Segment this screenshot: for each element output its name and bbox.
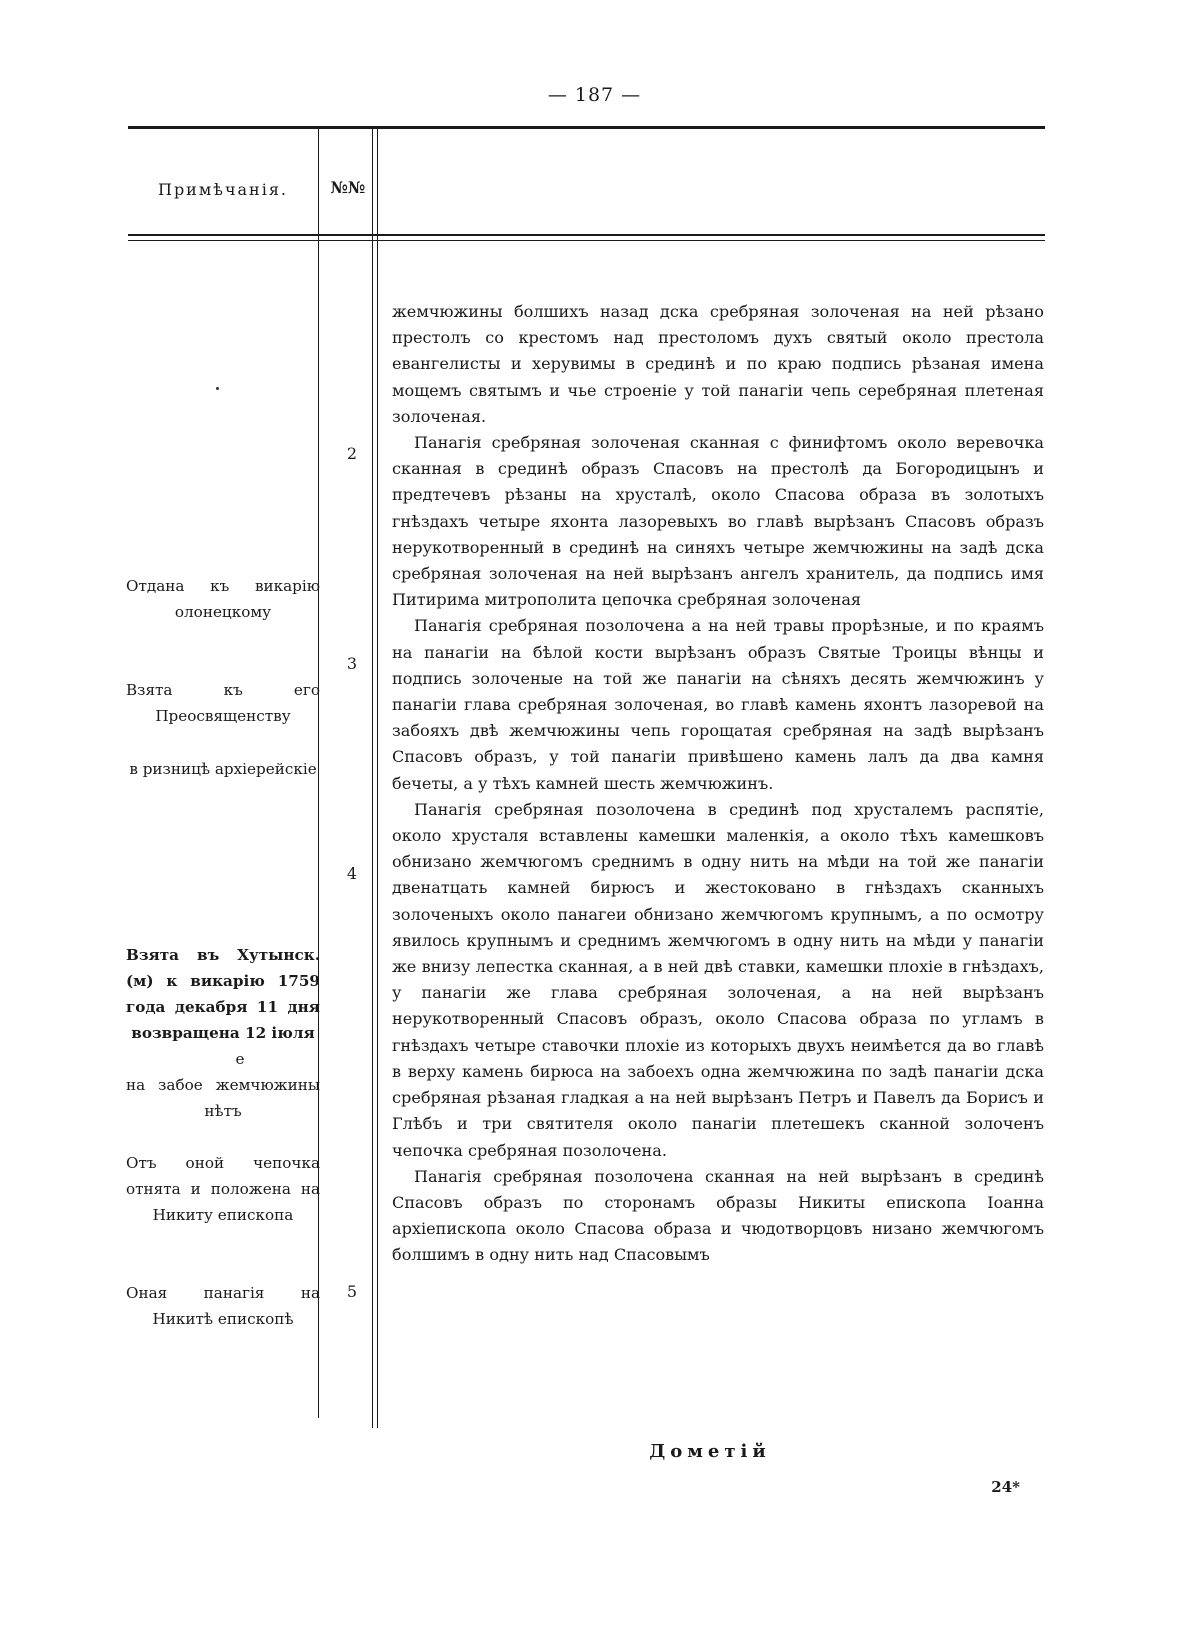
note-olonets: Отдана къ викарію олонецкому <box>126 577 320 621</box>
note-chain-removed: Отъ оной чепочка отнята и положена на Никиту епископа <box>126 1154 320 1224</box>
signature: Дометій <box>649 1441 771 1462</box>
numbers-column-header: №№ <box>330 178 366 197</box>
inventory-text <box>392 299 1044 1269</box>
continuation-paragraph: жемчюжины болшихъ назад дска сребряная золоченая на ней рѣзано престолъ со крестомъ над престоломъ духъ святый около престола евангелисты и херувимы в срединѣ и по краю подпись рѣзаная имена мощемъ святымъ и чье строеніе у той панагіи чепь серебряная плетеная золоченая. <box>392 302 1044 426</box>
entry-paragraph: Панагія сребряная позолочена сканная на ней вырѣзанъ в срединѣ Спасовъ образъ по сторонамъ образы Никиты епископа Іоанна архіепископа около Спасова образа и чюдотворцовъ низано жемчюгомъ болшимъ в одну нить над Спасовымъ <box>392 1166 1044 1265</box>
ink-speck <box>216 387 219 390</box>
top-rule <box>128 126 1045 129</box>
note-khutyn: Взята въ Хутынск. (м) к викарію 1759 года декабря 11 дня возвращена 12 іюля <box>126 946 320 1042</box>
note-taken-preosv: Взята къ его Преосвященству <box>126 681 320 725</box>
entry-paragraph: Панагія сребряная позолочена а на ней травы прорѣзные, и по краямъ на панагіи на бѣлой кости вырѣзанъ образъ Святые Троицы вѣнцы и подпись золоченые на той же панагіи на сѣняхъ десять жемчюжинъ у панагіи глава сребряная золоченая, во главѣ камень яхонтъ лазоревой на забояхъ двѣ жемчюжины чепь горощатая сребряная на задѣ вырѣзанъ Спасовъ образъ, у той панагіи привѣшено камень лалъ да два камня бечеты, а у тѣхъ камней шесть жемчюжинъ. <box>392 616 1044 793</box>
note-pearl-missing: на забое жемчюжины нѣтъ <box>126 1076 320 1120</box>
numbers-column-divider-2 <box>377 128 378 1428</box>
entry-number: 3 <box>346 654 358 673</box>
note-on-nikita: Оная панагія на Никитѣ епископѣ <box>126 1284 320 1328</box>
sheet-mark: 24* <box>991 1478 1020 1496</box>
header-rule-1 <box>128 234 1045 236</box>
entry-number: 4 <box>346 864 358 883</box>
entry-paragraph: Панагія сребряная золоченая сканная с финифтомъ около веревочка сканная в срединѣ образъ Спасовъ на престолѣ да Богородицынъ и предтечевъ рѣзаны на хрусталѣ, около Спасова образа въ золотыхъ гнѣздахъ четыре яхонта лазоревыхъ во главѣ вырѣзанъ Спасовъ образъ нерукотворенный в срединѣ на синяхъ четыре жемчюжины на задѣ дска сребряная золоченая на ней вырѣзанъ ангелъ хранитель, да подпись имя Питирима митрополита цепочка сребряная золоченая <box>392 433 1044 610</box>
note-letter-e: е <box>235 1050 245 1068</box>
numbers-column-divider-1 <box>372 128 373 1428</box>
header-rule-2 <box>128 240 1045 241</box>
notes-column-header: Примѣчанія. <box>157 180 289 199</box>
page-number: — 187 — <box>547 84 642 106</box>
entry-paragraph: Панагія сребряная позолочена в срединѣ под хрусталемъ распятіе, около хрусталя вставлены камешки маленкія, а около тѣхъ камешковъ обнизано жемчюгомъ среднимъ в одну нить на мѣди на той же панагіи двенатцать камней бирюсъ и жестоковано в гнѣздахъ сканныхъ золоченыхъ около панагеи обнизано жемчюгомъ крупнымъ, а по осмотру явилось крупнымъ и среднимъ жемчюгомъ в одну нить на мѣди у панагіи же внизу лепестка сканная, а в ней двѣ ставки, камешки плохіе в гнѣздахъ, у панагіи же глава сребряная золоченая, а на ней вырѣзанъ нерукотворенный Спасовъ образъ, около Спасова образа по угламъ в гнѣздахъ четыре ставочки плохіе из которыхъ двухъ неимѣется да во главѣ в верху камень бирюса на забоехъ одна жемчюжина по задѣ панагіи дска сребряная рѣзаная гладкая а на ней вырѣзанъ Петръ и Павелъ да Борисъ и Глѣбъ и три святителя около панагіи плетешекъ сканной золоченъ чепочка сребряная позолочена. <box>392 799 1044 1160</box>
note-riznitsa: в ризницѣ архіерейскіе <box>129 760 317 778</box>
entry-number: 5 <box>346 1282 358 1301</box>
entry-number: 2 <box>346 444 358 463</box>
